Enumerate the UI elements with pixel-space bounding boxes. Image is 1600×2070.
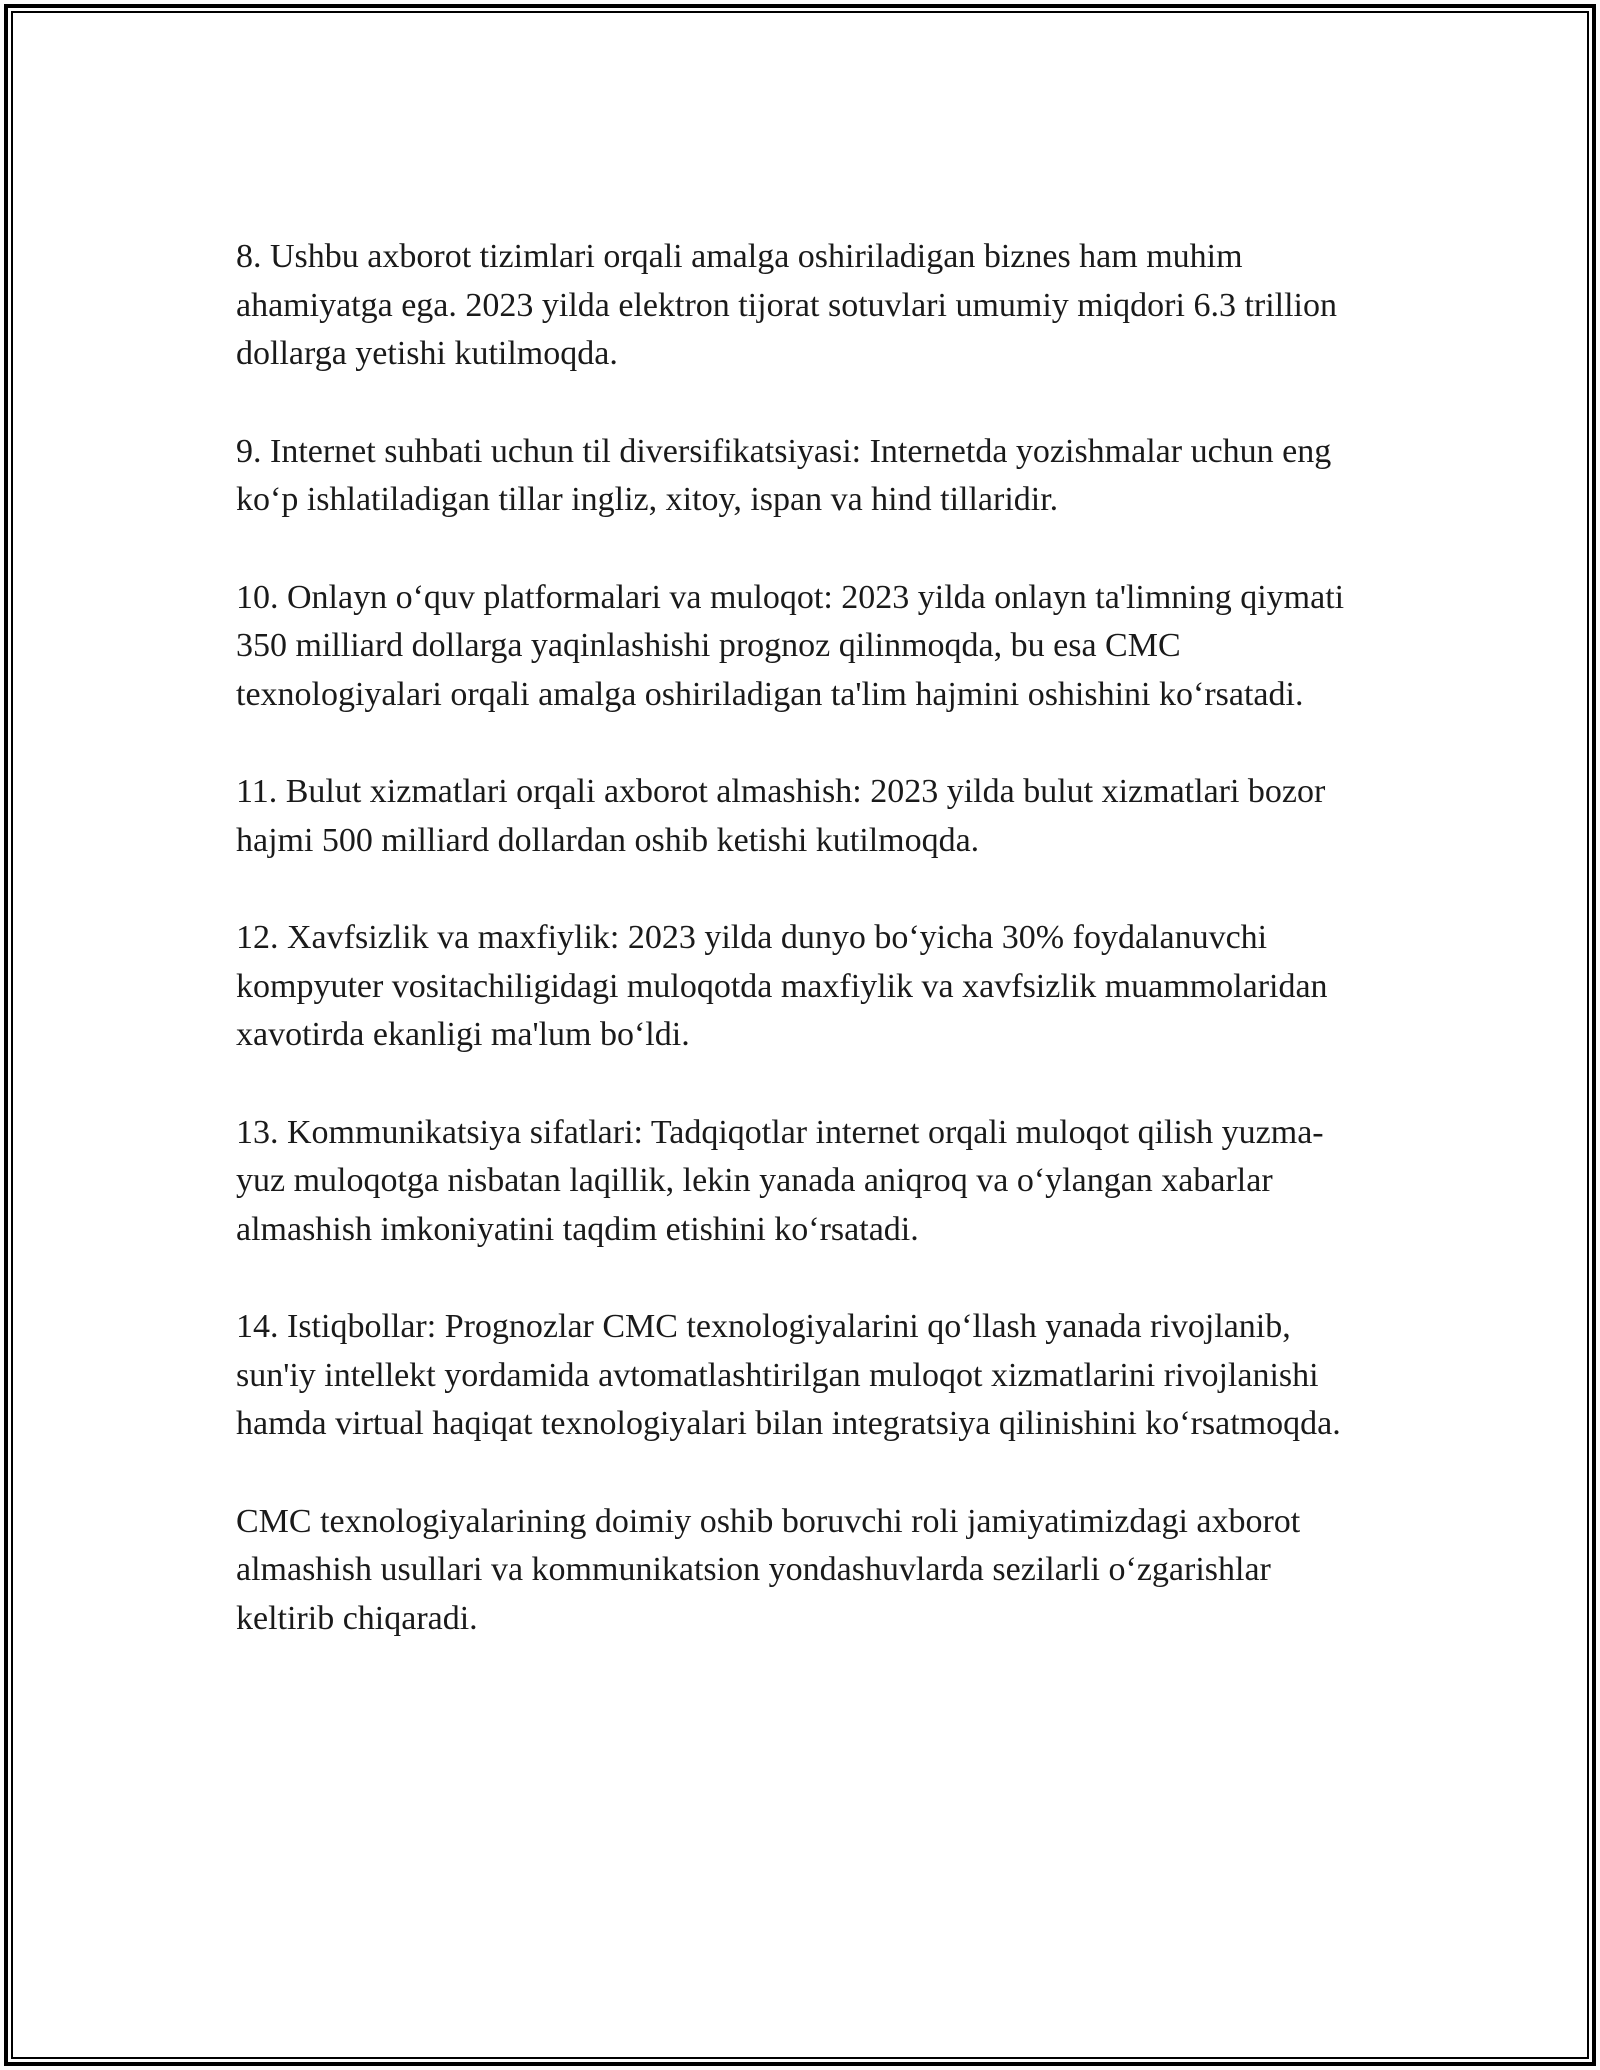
paragraph-item-12: 12. Xavfsizlik va maxfiylik: 2023 yilda dunyo bo‘yicha 30% foydalanuvchi kompyuter vositachiligidagi muloqotda maxfiylik va xavfsizlik muammolaridan xavotirda ekanligi ma'lum bo‘ldi. <box>236 919 1328 1053</box>
paragraph-item-9: 9. Internet suhbati uchun til diversifikatsiyasi: Internetda yozishmalar uchun eng ko‘p ishlatiladigan tillar ingliz, xitoy, ispan va hind tillaridir. <box>236 432 1332 518</box>
paragraph-item-8: 8. Ushbu axborot tizimlari orqali amalga oshiriladigan biznes ham muhim ahamiyatga ega. 2023 yilda elektron tijorat sotuvlari umumiy miqdori 6.3 trillion dollarga yetishi kutilmoqda. <box>236 238 1337 372</box>
conclusion-paragraph: CMC texnologiyalarining doimiy oshib boruvchi roli jamiyatimizdagi axborot almashish usullari va kommunikatsion yondashuvlarda sezilarli o‘zgarishlar keltirib chiqaradi. <box>236 1502 1301 1637</box>
paragraph-item-14: 14. Istiqbollar: Prognozlar CMC texnologiyalarini qo‘llash yanada rivojlanib, sun'iy intellekt yordamida avtomatlashtirilgan muloqot xizmatlarini rivojlanishi hamda virtual haqiqat texnologiyalari bilan integratsiya qilinishini ko‘rsatmoqda. <box>236 1308 1341 1442</box>
paragraph-item-11: 11. Bulut xizmatlari orqali axborot almashish: 2023 yilda bulut xizmatlari bozor hajmi 500 milliard dollardan oshib ketishi kutilmoqda. <box>236 773 1326 859</box>
document-body <box>236 233 1366 1643</box>
paragraph-item-10: 10. Onlayn o‘quv platformalari va muloqot: 2023 yilda onlayn ta'limning qiymati 350 milliard dollarga yaqinlashishi prognoz qilinmoqda, bu esa CMC texnologiyalari orqali amalga oshiriladigan ta'lim hajmini oshishini ko‘rsatadi. <box>236 578 1345 713</box>
paragraph-item-13: 13. Kommunikatsiya sifatlari: Tadqiqotlar internet orqali muloqot qilish yuzma-yuz muloqotga nisbatan laqillik, lekin yanada aniqroq va o‘ylangan xabarlar almashish imkoniyatini taqdim etishini ko‘rsatadi. <box>236 1113 1324 1248</box>
